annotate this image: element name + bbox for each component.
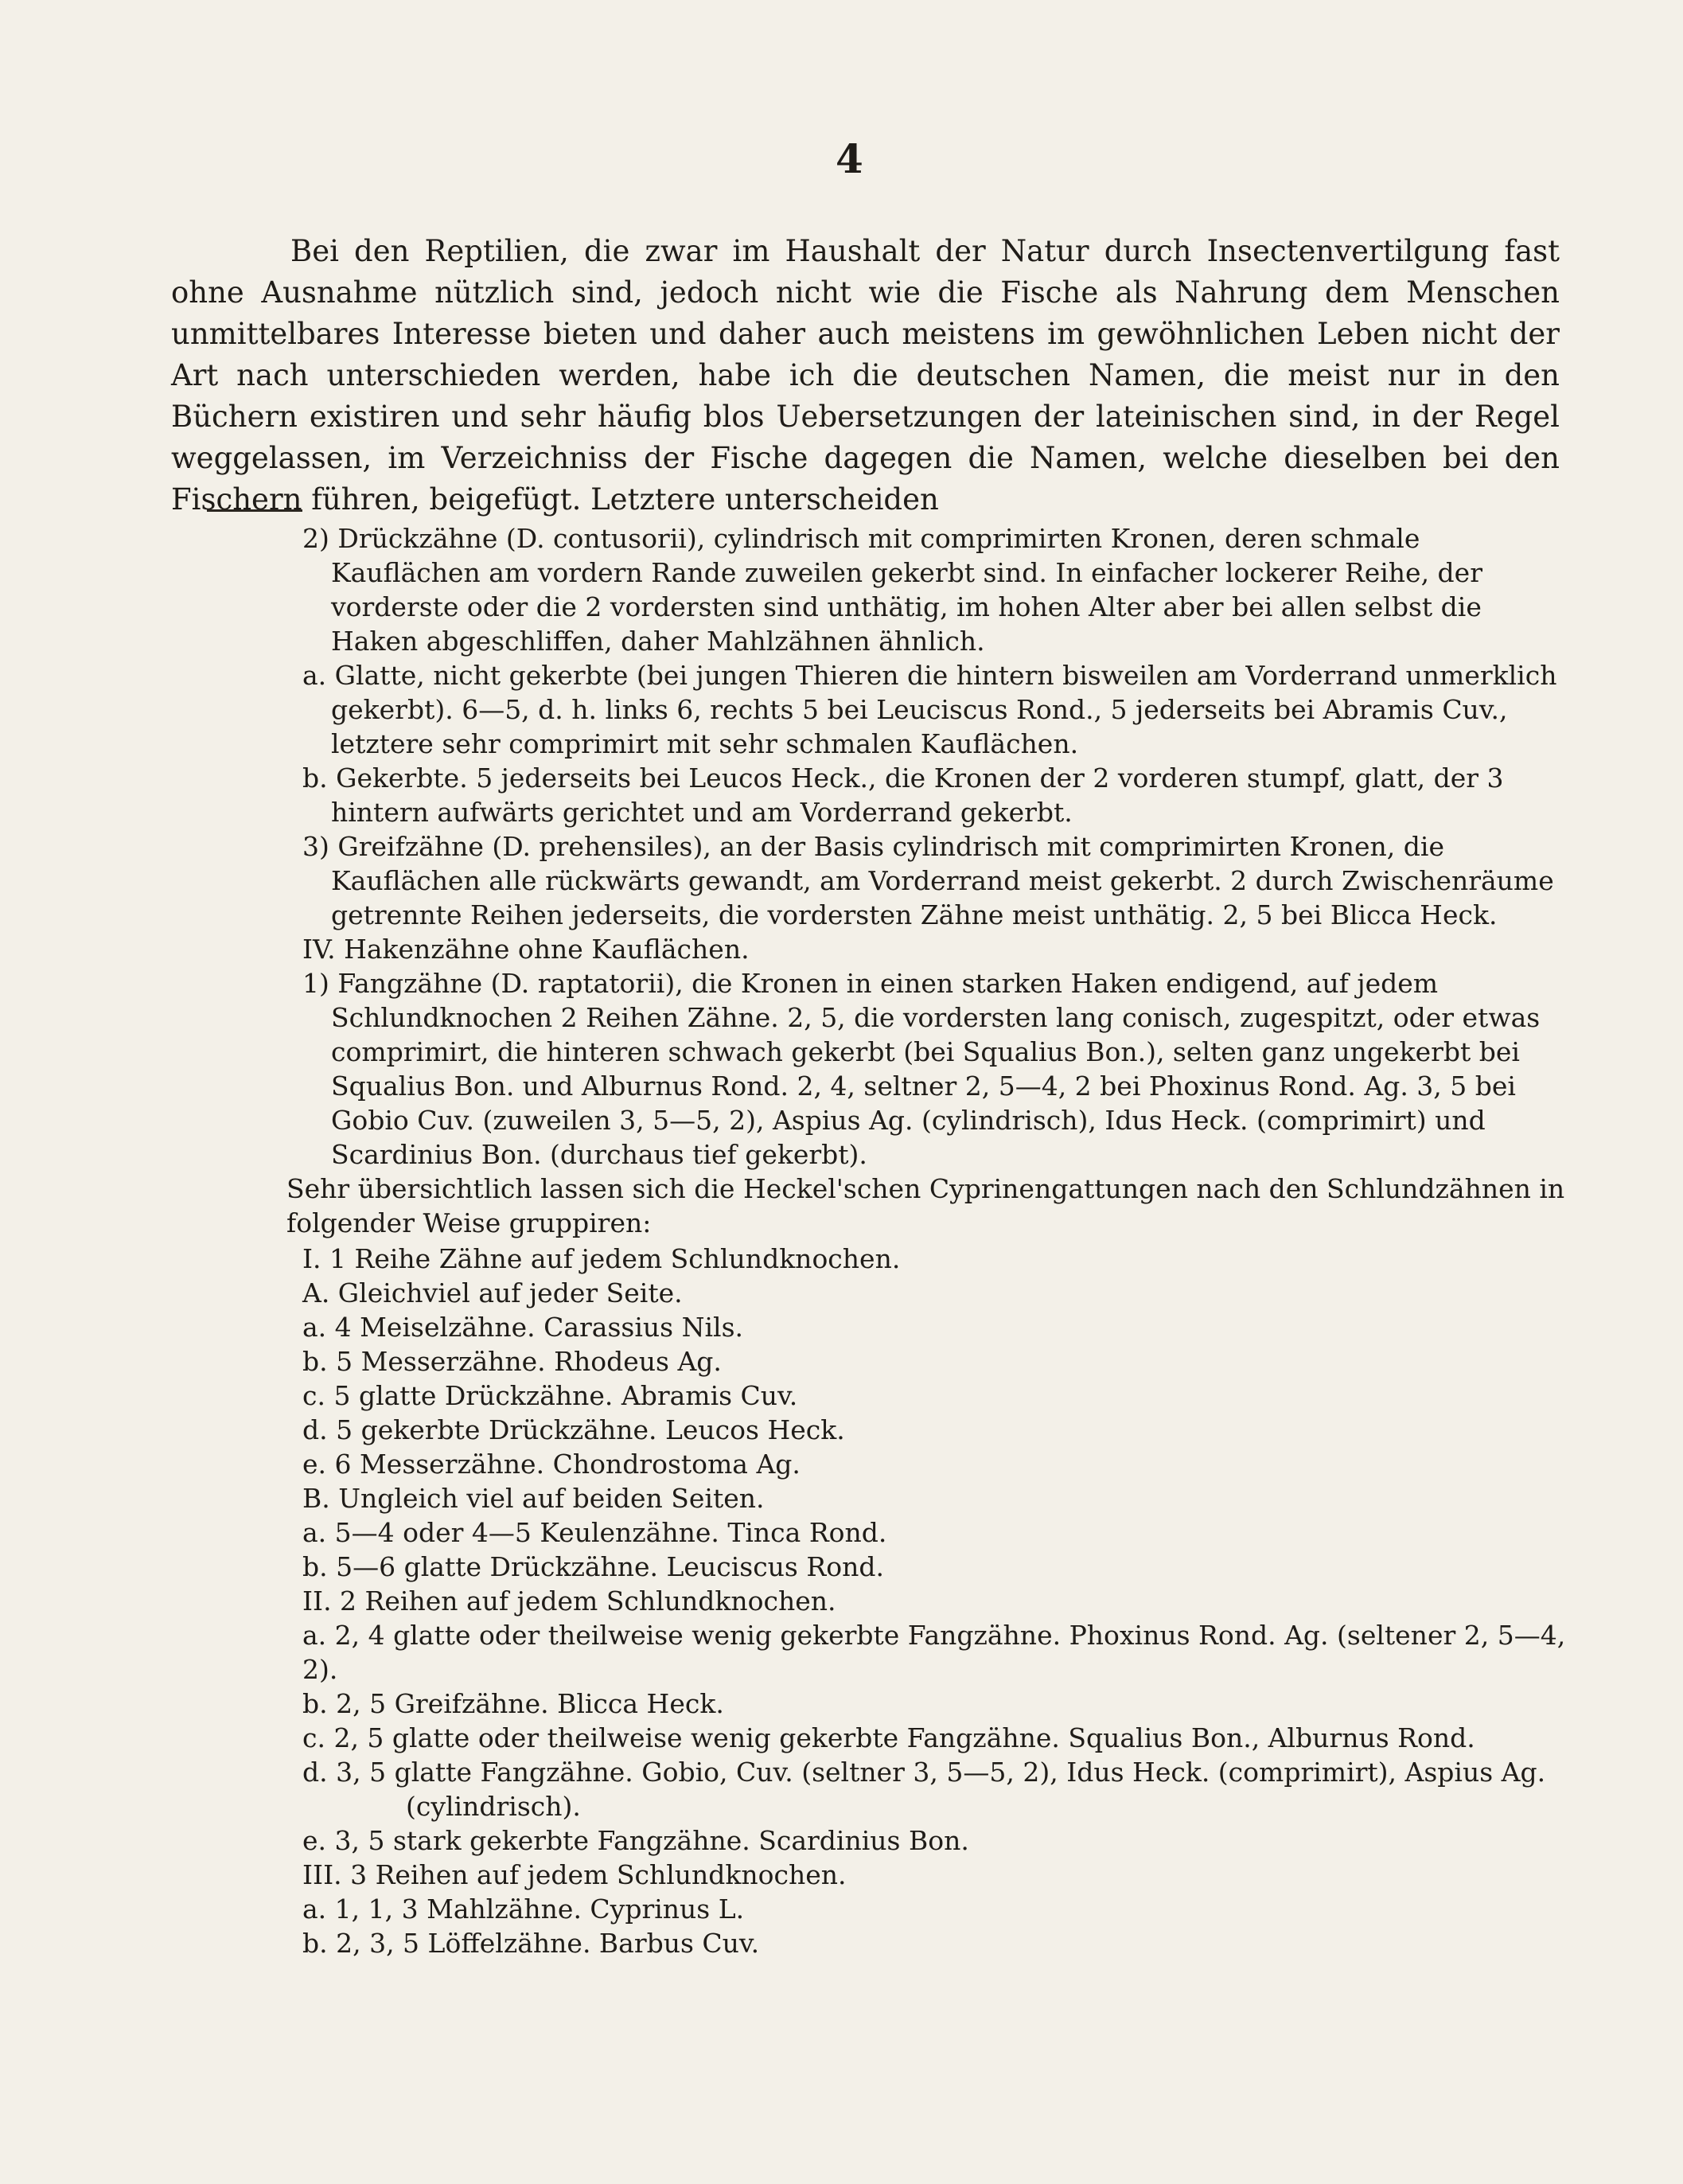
section-2-drueckzaehne: 2) Drückzähne (D. contusorii), cylindrisch mit comprimirten Kronen, deren schmale Kauflächen am vordern Rande zuweilen gekerbt sind. In einfacher lockerer Reihe, der vorderste oder die 2 vordersten sind unthätig, im hohen Alter aber bei allen selbst die Haken abgeschliffen, daher Mahlzähnen ähnlich.	[302, 523, 1482, 657]
outline-item: a. 5—4 oder 4—5 Keulenzähne. Tinca Rond.	[302, 1517, 887, 1548]
section-4-1-fangzaehne: 1) Fangzähne (D. raptatorii), die Kronen in einen starken Haken endigend, auf jedem Schlundknochen 2 Reihen Zähne. 2, 5, die vordersten lang conisch, zugespitzt, oder etwas comprimirt, die hinteren schwach gekerbt (bei Squalius Bon.), selten ganz ungekerbt bei Squalius Bon. und Alburnus Rond. 2, 4, seltner 2, 5—4, 2 bei Phoxinus Rond. Ag. 3, 5 bei Gobio Cuv. (zuweilen 3, 5—5, 2), Aspius Ag. (cylindrisch), Idus Heck. (comprimirt) und Scardinius Bon. (durchaus tief gekerbt).	[302, 968, 1541, 1170]
page-number: 4	[836, 135, 863, 182]
outline-item: b. 5 Messerzähne. Rhodeus Ag.	[302, 1346, 722, 1377]
outline-item: b. 5—6 glatte Drückzähne. Leuciscus Rond.	[302, 1551, 884, 1582]
outline-item: B. Ungleich viel auf beiden Seiten.	[302, 1483, 765, 1514]
intro-text: Bei den Reptilien, die zwar im Haushalt der Natur durch Insectenvertilgung fast ohne Ausnahme nützlich sind, jedoch nicht wie die Fische als Nahrung dem Menschen unmittelbares Interesse bieten und daher auch meistens im gewöhnlichen Leben nicht der Art nach unterschieden werden, habe ich die deutschen Namen, die meist nur in den Büchern existiren und sehr häufig blos Uebersetzungen der lateinischen sind, in der Regel weggelassen, im Verzeichniss der Fische dagegen die Namen, welche dieselben bei den Fischern führen, beigefügt. Letztere unterscheiden	[171, 234, 1560, 517]
outline-item: c. 2, 5 glatte oder theilweise wenig gekerbte Fangzähne. Squalius Bon., Alburnus Rond.	[302, 1722, 1475, 1753]
outline-item: b. 2, 5 Greifzähne. Blicca Heck.	[302, 1688, 724, 1719]
intro-paragraph	[171, 231, 1560, 521]
section-2b-gekerbte: b. Gekerbte. 5 jederseits bei Leucos Heck., die Kronen der 2 vorderen stumpf, glatt, der 3 hintern aufwärts gerichtet und am Vorderrand gekerbt.	[302, 762, 1504, 828]
outline-item: b. 2, 3, 5 Löffelzähne. Barbus Cuv.	[302, 1928, 760, 1959]
section-4-heading: IV. Hakenzähne ohne Kauflächen.	[302, 934, 750, 965]
outline-item: I. 1 Reihe Zähne auf jedem Schlundknochen.	[302, 1243, 901, 1274]
outline-item: d. 5 gekerbte Drückzähne. Leucos Heck.	[302, 1414, 845, 1445]
section-3-greifzaehne: 3) Greifzähne (D. prehensiles), an der Basis cylindrisch mit comprimirten Kronen, die Kauflächen alle rückwärts gewandt, am Vorderrand meist gekerbt. 2 durch Zwischenräume getrennte Reihen jederseits, die vordersten Zähne meist unthätig. 2, 5 bei Blicca Heck.	[302, 831, 1554, 930]
outline-item: c. 5 glatte Drückzähne. Abramis Cuv.	[302, 1380, 798, 1411]
outline-item: III. 3 Reihen auf jedem Schlundknochen.	[302, 1859, 847, 1890]
outline-item: e. 3, 5 stark gekerbte Fangzähne. Scardinius Bon.	[302, 1825, 969, 1856]
outline-item: II. 2 Reihen auf jedem Schlundknochen.	[302, 1585, 836, 1617]
section-2a-glatte: a. Glatte, nicht gekerbte (bei jungen Thieren die hintern bisweilen am Vorderrand unmerklich gekerbt). 6—5, d. h. links 6, rechts 5 bei Leuciscus Rond., 5 jederseits bei Abramis Cuv., letztere sehr comprimirt mit sehr schmalen Kauflächen.	[302, 660, 1557, 759]
outline-item: e. 6 Messerzähne. Chondrostoma Ag.	[302, 1449, 801, 1480]
outline-item: A. Gleichviel auf jeder Seite.	[302, 1277, 683, 1308]
classification-body	[286, 521, 1576, 1960]
outline-item: a. 2, 4 glatte oder theilweise wenig gekerbte Fangzähne. Phoxinus Rond. Ag. (seltener 2, 5—4, 2).	[302, 1620, 1566, 1685]
footnote-separator	[207, 509, 302, 512]
outline-item: a. 4 Meiselzähne. Carassius Nils.	[302, 1312, 743, 1343]
genus-outline	[302, 1242, 1576, 1960]
outline-item: d. 3, 5 glatte Fangzähne. Gobio, Cuv. (seltner 3, 5—5, 2), Idus Heck. (comprimirt), Aspius Ag. (cylindrisch).	[302, 1757, 1546, 1822]
outline-item: a. 1, 1, 3 Mahlzähne. Cyprinus L.	[302, 1893, 745, 1925]
summary-intro: Sehr übersichtlich lassen sich die Heckel'schen Cyprinengattungen nach den Schlundzähnen in folgender Weise gruppiren:	[286, 1173, 1565, 1238]
